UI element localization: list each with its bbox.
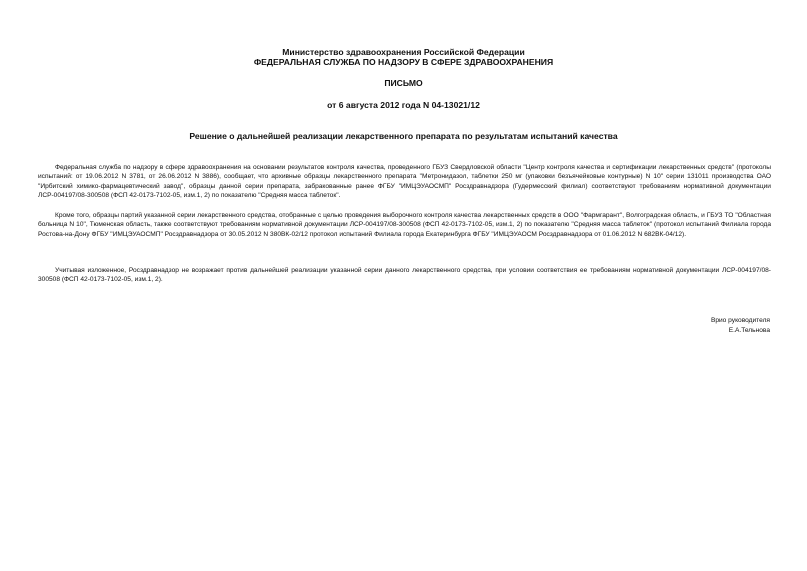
signature-name: Е.А.Тельнова	[728, 327, 770, 334]
ministry-name: Министерство здравоохранения Российской Федерации	[282, 47, 525, 57]
body-paragraph-1: Федеральная служба по надзору в сфере здравоохранения на основании результатов контроля качества, проведенного ГБУЗ Свердловской области "Центр контроля качества и сертификации лекарственных средств" (протоколы испытаний: от 19.06.2012 N 3781, от 26.06.2012 N 3886), сообщает, что архивные образцы лекарственного препарата "Метронидазол, таблетки 250 мг (упаковки безъячейковые контурные) N 10" серии 131011 производства ОАО "Ирбитский химико-фармацевтический завод", образцы данной серии препарата, забракованные ранее ФГБУ "ИМЦЭУАОСМП" Росздравнадзора (Гудермесский филиал) соответствуют требованиям нормативной документации ЛСР-004197/08-300508 (ФСП 42-0173-7102-05, изм.1, 2) по показателю "Средняя масса таблеток".	[38, 164, 771, 200]
document-subject: Решение о дальнейшей реализации лекарственного препарата по результатам испытаний качества	[189, 131, 618, 141]
signature-position: Врио руководителя	[710, 317, 770, 324]
document-date-number: от 6 августа 2012 года N 04-13021/12	[327, 100, 480, 110]
service-name: ФЕДЕРАЛЬНАЯ СЛУЖБА ПО НАДЗОРУ В СФЕРЕ ЗДРАВООХРАНЕНИЯ	[253, 57, 554, 67]
document-type: ПИСЬМО	[384, 78, 423, 88]
body-paragraph-2: Кроме того, образцы партий указанной серии лекарственного средства, отобранные с целью проведения выборочного контроля качества лекарственных средств в ООО "Фармгарант", Волгоградская область, и ГБУЗ ТО "Областная больница N 10", Тюменская область, также соответствуют требованиям нормативной документации ЛСР-004197/08-300508 (ФСП 42-0173-7102-05, изм.1, 2) по показателю "Средняя масса таблеток" (протокол испытаний Филиала города Ростова-на-Дону ФГБУ "ИМЦЭУАОСМП" Росздравнадзора от 30.05.2012 N 380ВК-02/12 протокол испытаний Филиала города Екатеринбурга ФГБУ "ИМЦЭУАОСМ Росздравнадзора от 01.06.2012 N 682ВК-04/12).	[38, 212, 771, 238]
body-paragraph-3: Учитывая изложенное, Росздравнадзор не возражает против дальнейшей реализации указанной серии данного лекарственного средства, при условии соответствия ее требованиям нормативной документации ЛСР-004197/08-300508 (ФСП 42-0173-7102-05, изм.1, 2).	[38, 267, 771, 284]
